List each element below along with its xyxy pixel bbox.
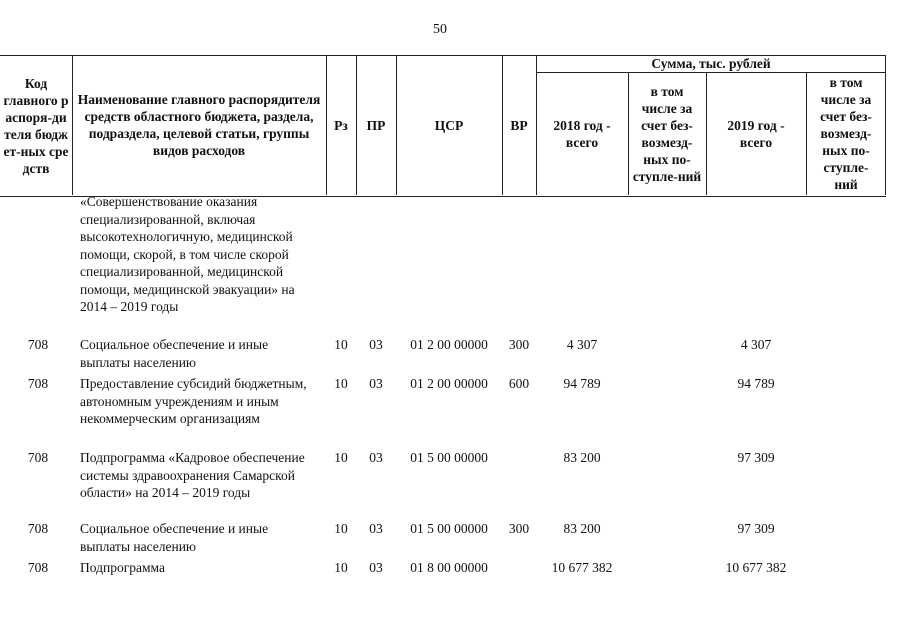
row-rz: 10 [334,560,348,575]
row-csr: 01 5 00 00000 [410,521,488,536]
row-csr: 01 5 00 00000 [410,450,488,465]
row-pr: 03 [369,521,383,536]
header-2019: 2019 год - всего [727,117,785,150]
header-2018-incl: в том числе за счет без-возмезд-ных по-ступле-ний [632,83,702,184]
row-pr: 03 [369,450,383,465]
row-code: 708 [27,337,49,352]
row-rz: 10 [334,521,348,536]
header-vr: ВР [510,117,528,133]
row-name: Подпрограмма [80,560,165,575]
row-2018: 4 307 [566,337,598,352]
row-2019: 94 789 [737,376,775,391]
row-2019: 97 309 [737,521,775,536]
row-2019: 97 309 [737,450,775,465]
row-pr: 03 [369,337,383,352]
row-vr: 300 [508,521,530,536]
row-csr: 01 2 00 00000 [410,337,488,352]
row-pr: 03 [369,376,383,391]
header-summa: Сумма, тыс. рублей [651,56,771,71]
row-2019: 10 677 382 [725,560,787,575]
row-2018: 94 789 [563,376,601,391]
row-2019: 4 307 [740,337,772,352]
header-2018: 2018 год - всего [553,117,611,150]
row-rz: 10 [334,376,348,391]
header-name: Наименование главного распорядителя средств областного бюджета, раздела, подраздела, целевой статьи, группы видов расходов [77,92,321,158]
row-rz: 10 [334,337,348,352]
page-number: 50 [433,22,447,37]
row-name: Подпрограмма «Кадровое обеспечение системы здравоохранения Самарской области» на 2014 – 2019 годы [80,450,305,500]
header-pr: ПР [366,117,386,133]
header-rz: Рз [334,117,348,133]
row-vr: 300 [508,337,530,352]
header-csr: ЦСР [434,117,464,133]
continuation-text: «Совершенствование оказания специализированной, включая высокотехнологичную, медицинской помощи, скорой, в том числе скорой специализированной, медицинской помощи, медицинской эвакуации» на 2014 – 2019 годы [80,194,295,314]
row-2018: 83 200 [563,450,601,465]
row-code: 708 [27,560,49,575]
row-csr: 01 2 00 00000 [410,376,488,391]
header-kod: главного распоря-дителя бюджет-ных средств [3,93,69,176]
row-2018: 83 200 [563,521,601,536]
header-kod-line1: Код [24,76,48,91]
row-vr: 600 [508,376,530,391]
row-name: Социальное обеспечение и иные выплаты населению [80,521,269,554]
row-pr: 03 [369,560,383,575]
row-csr: 01 8 00 00000 [410,560,488,575]
header-2019-incl: в том числе за счет без-возмезд-ных по-ступле-ний [820,75,872,192]
row-code: 708 [27,521,49,536]
row-name: Предоставление субсидий бюджетным, автономным учреждениям и иным некоммерческим организациям [80,376,307,426]
row-rz: 10 [334,450,348,465]
row-code: 708 [27,450,49,465]
row-code: 708 [27,376,49,391]
row-name: Социальное обеспечение и иные выплаты населению [80,337,269,370]
row-2018: 10 677 382 [551,560,613,575]
